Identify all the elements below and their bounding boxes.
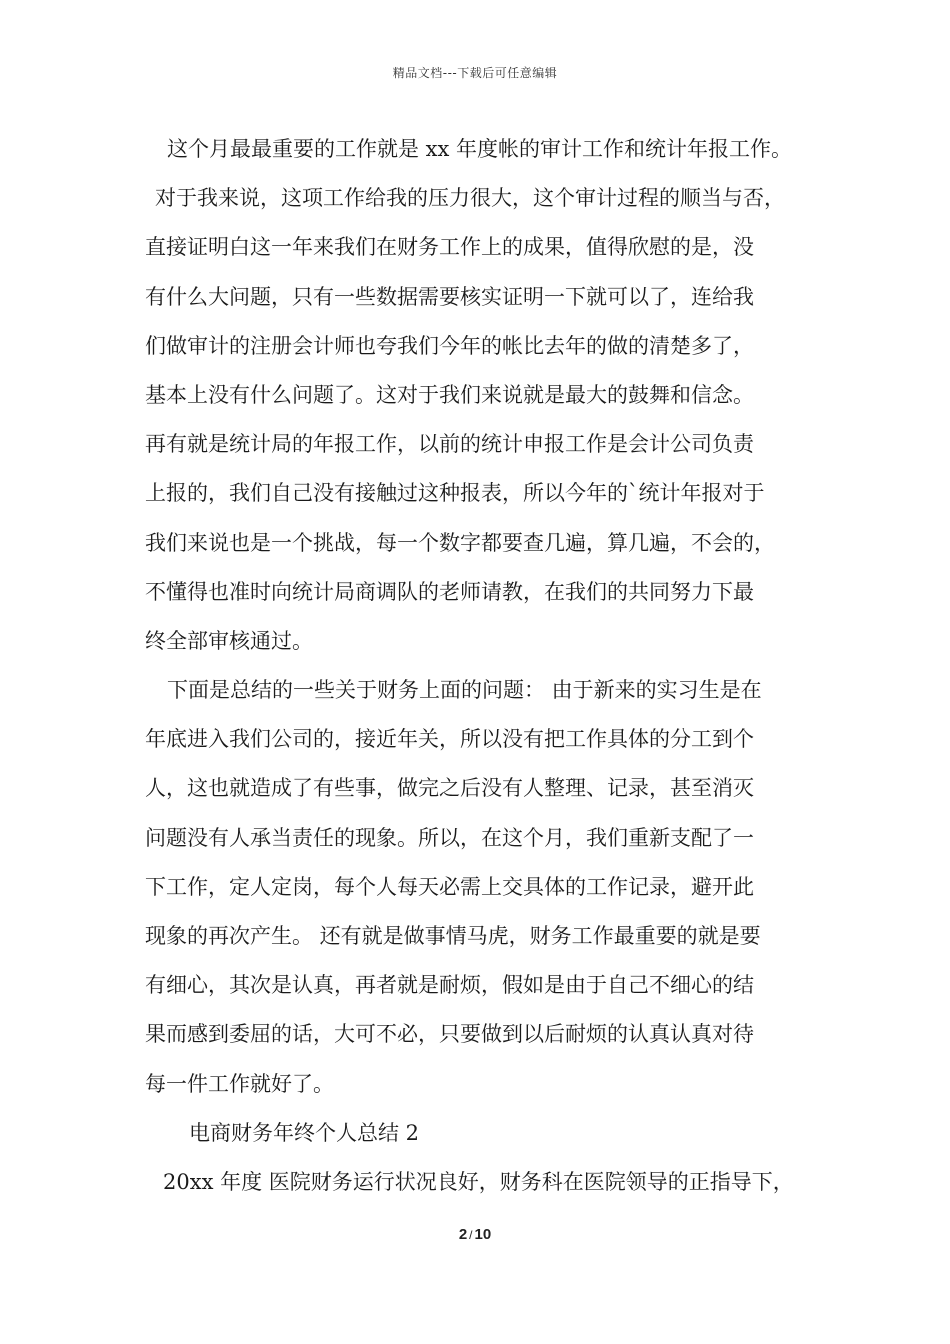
page-header: 精品文档---下载后可任意编辑 xyxy=(392,66,558,80)
paragraph-line: 这个月最最重要的工作就是 xx 年度帐的审计工作和统计年报工作。 xyxy=(167,137,793,161)
paragraph-line: 对于我来说，这项工作给我的压力很大，这个审计过程的顺当与否， xyxy=(155,186,785,211)
paragraph-line: 不懂得也准时向统计局商调队的老师请教，在我们的共同努力下最 xyxy=(145,579,754,604)
document-body xyxy=(145,125,825,1207)
paragraph-line: 每一件工作就好了。 xyxy=(145,1071,334,1096)
paragraph-line: 基本上没有什么问题了。这对于我们来说就是最大的鼓舞和信念。 xyxy=(145,382,754,407)
page-number xyxy=(0,1226,950,1243)
paragraph-line: 下工作，定人定岗，每个人每天必需上交具体的工作记录，避开此 xyxy=(145,874,754,899)
current-page-number: 2 xyxy=(458,1226,468,1243)
paragraph-line: 果而感到委屈的话，大可不必，只要做到以后耐烦的认真认真对待 xyxy=(145,1022,754,1047)
paragraph-line: 上报的，我们自己没有接触过这种报表，所以今年的`统计年报对于 xyxy=(145,481,765,506)
paragraph-line: 问题没有人承当责任的现象。所以，在这个月，我们重新支配了一 xyxy=(145,825,754,850)
paragraph-line: 们做审计的注册会计师也夸我们今年的帐比去年的做的清楚多了， xyxy=(145,333,754,358)
total-page-count: 10 xyxy=(474,1226,492,1243)
paragraph-line: 终全部审核通过。 xyxy=(145,628,313,653)
section-heading: 电商财务年终个人总结 2 xyxy=(189,1120,420,1145)
paragraph-line: 年底进入我们公司的，接近年关，所以没有把工作具体的分工到个 xyxy=(145,727,754,752)
page-separator: / xyxy=(469,1228,473,1242)
paragraph-line: 现象的再次产生。 还有就是做事情马虎，财务工作最重要的就是要 xyxy=(145,924,761,948)
paragraph-line: 人，这也就造成了有些事，做完之后没有人整理、记录，甚至消灭 xyxy=(145,776,754,801)
paragraph-line: 有什么大问题，只有一些数据需要核实证明一下就可以了，连给我 xyxy=(145,284,754,309)
paragraph-line: 有细心，其次是认真，再者就是耐烦，假如是由于自己不细心的结 xyxy=(145,973,754,998)
paragraph-line: 下面是总结的一些关于财务上面的问题： 由于新来的实习生是在 xyxy=(167,678,762,703)
paragraph-line: 我们来说也是一个挑战，每一个数字都要查几遍，算几遍，不会的， xyxy=(145,530,775,555)
paragraph-line: 直接证明白这一年来我们在财务工作上的成果，值得欣慰的是，没 xyxy=(145,235,754,260)
paragraph-line: 20xx 年度 医院财务运行状况良好，财务科在医院领导的正指导下， xyxy=(163,1169,794,1194)
paragraph-line: 再有就是统计局的年报工作，以前的统计申报工作是会计公司负责 xyxy=(145,432,754,457)
